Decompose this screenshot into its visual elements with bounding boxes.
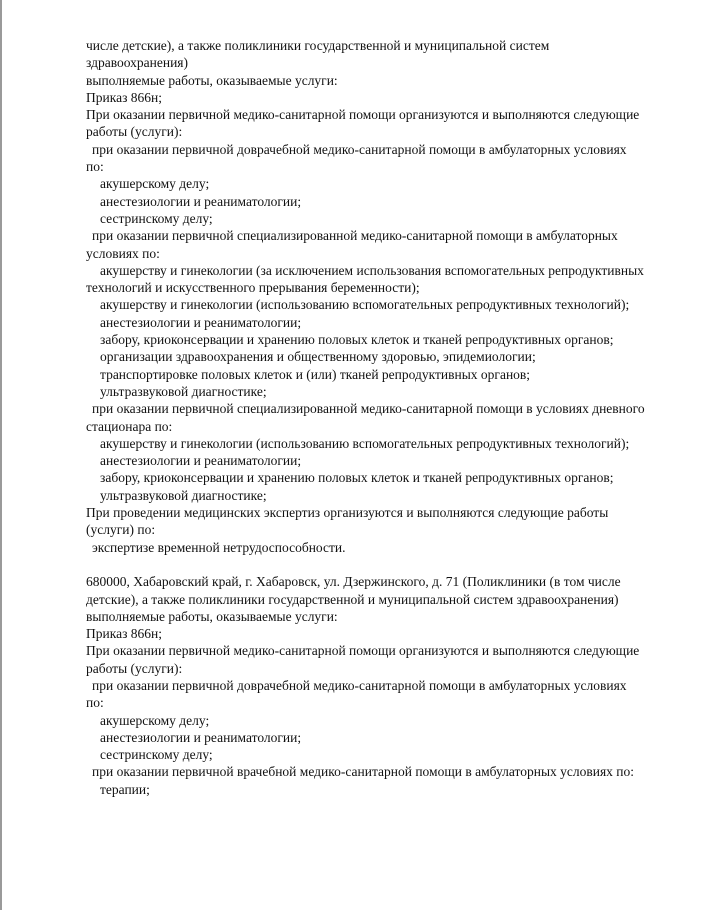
- text-line: здравоохранения): [86, 55, 189, 71]
- text-line: при оказании первичной специализированной медико-санитарной помощи в условиях дневного: [92, 401, 645, 417]
- text-line: экспертизе временной нетрудоспособности.: [92, 539, 346, 555]
- text-line: стационара по:: [86, 418, 173, 434]
- text-line: анестезиологии и реаниматологии;: [100, 729, 302, 745]
- text-line: анестезиологии и реаниматологии;: [100, 314, 302, 330]
- text-line: акушерскому делу;: [100, 712, 210, 728]
- text-line: работы (услуги):: [86, 124, 183, 140]
- text-line: по:: [86, 159, 104, 175]
- text-line: работы (услуги):: [86, 660, 183, 676]
- text-line: организации здравоохранения и общественному здоровью, эпидемиологии;: [100, 349, 536, 365]
- text-line: числе детские), а также поликлиники государственной и муниципальной систем: [86, 38, 550, 53]
- section-1: [86, 37, 696, 556]
- text-line: при оказании первичной врачебной медико-санитарной помощи в амбулаторных условиях по:: [92, 764, 635, 780]
- text-line: условиях по:: [86, 245, 160, 261]
- text-line: Приказ 866н;: [86, 89, 163, 105]
- document-page: [86, 37, 696, 798]
- text-line: при оказании первичной специализированной медико-санитарной помощи в амбулаторных: [92, 228, 618, 244]
- text-line: 680000, Хабаровский край, г. Хабаровск, ул. Дзержинского, д. 71 (Поликлиники (в том числе: [86, 574, 621, 590]
- text-line: детские), а также поликлиники государственной и муниципальной систем здравоохранения): [86, 591, 619, 607]
- text-line: забору, криоконсервации и хранению половых клеток и тканей репродуктивных органов;: [100, 332, 614, 348]
- text-line: при оказании первичной доврачебной медико-санитарной помощи в амбулаторных условиях: [92, 141, 627, 157]
- text-line: выполняемые работы, оказываемые услуги:: [86, 608, 338, 624]
- text-line: терапии;: [100, 781, 150, 797]
- text-line: При оказании первичной медико-санитарной помощи организуются и выполняются следующие: [86, 643, 640, 659]
- text-line: При оказании первичной медико-санитарной помощи организуются и выполняются следующие: [86, 107, 640, 123]
- text-line: При проведении медицинских экспертиз организуются и выполняются следующие работы: [86, 505, 609, 521]
- text-line: транспортировке половых клеток и (или) тканей репродуктивных органов;: [100, 366, 531, 382]
- text-line: технологий и искусственного прерывания беременности);: [86, 280, 420, 296]
- text-line: сестринскому делу;: [100, 747, 213, 763]
- section-2: [86, 573, 696, 798]
- text-line: забору, криоконсервации и хранению половых клеток и тканей репродуктивных органов;: [100, 470, 614, 486]
- text-line: анестезиологии и реаниматологии;: [100, 193, 302, 209]
- text-line: ультразвуковой диагностике;: [100, 383, 267, 399]
- text-line: акушерству и гинекологии (за исключением использования вспомогательных репродуктивных: [100, 262, 644, 278]
- text-line: (услуги) по:: [86, 522, 156, 538]
- text-line: акушерству и гинекологии (использованию вспомогательных репродуктивных технологий);: [100, 435, 630, 451]
- text-line: акушерскому делу;: [100, 176, 210, 192]
- text-line: анестезиологии и реаниматологии;: [100, 453, 302, 469]
- section-spacer: [86, 556, 696, 573]
- text-line: при оказании первичной доврачебной медико-санитарной помощи в амбулаторных условиях: [92, 677, 627, 693]
- text-line: акушерству и гинекологии (использованию вспомогательных репродуктивных технологий);: [100, 297, 630, 313]
- text-line: выполняемые работы, оказываемые услуги:: [86, 72, 338, 88]
- text-line: сестринскому делу;: [100, 210, 213, 226]
- text-line: по:: [86, 695, 104, 711]
- text-line: Приказ 866н;: [86, 626, 163, 642]
- text-line: ультразвуковой диагностике;: [100, 487, 267, 503]
- page-left-edge: [0, 0, 2, 910]
